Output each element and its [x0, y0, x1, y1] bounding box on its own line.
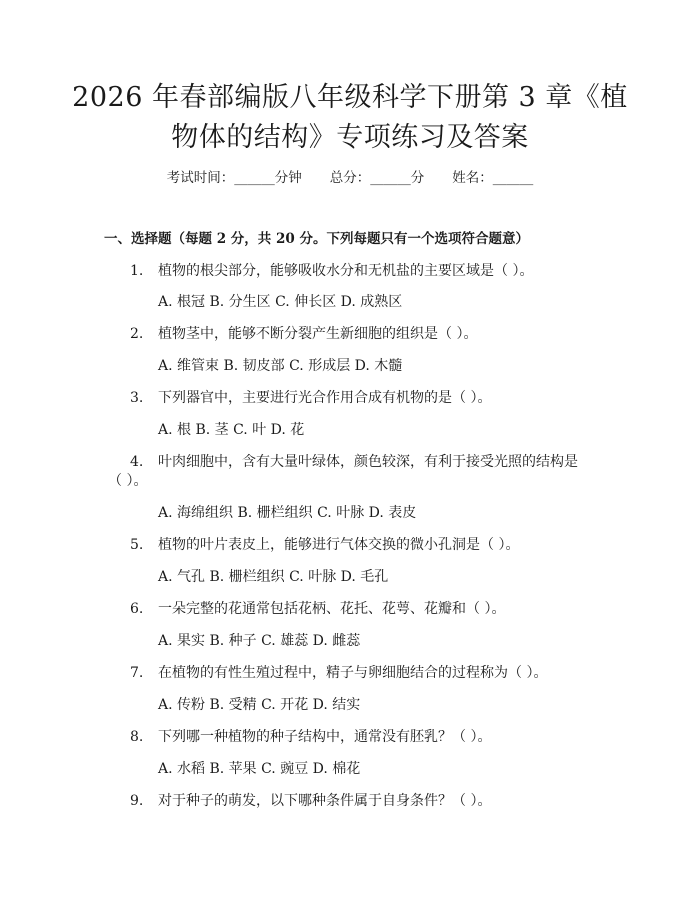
question-text: 对于种子的萌发，以下哪种条件属于自身条件？（ ）。	[158, 793, 492, 809]
question-text: 植物的根尖部分，能够吸收水分和无机盐的主要区域是（ ）。	[158, 263, 534, 279]
question-number: 7.	[130, 665, 144, 681]
question-number: 3.	[130, 390, 144, 406]
question-1	[130, 262, 533, 280]
exam-time-field: 考试时间：______分钟	[166, 170, 302, 186]
question-text: 下列哪一种植物的种子结构中，通常没有胚乳？（ ）。	[158, 729, 492, 745]
question-text: 下列器官中，主要进行光合作用合成有机物的是（ ）。	[158, 390, 492, 406]
question-6	[130, 600, 505, 618]
question-text: 植物茎中，能够不断分裂产生新细胞的组织是（ ）。	[158, 326, 478, 342]
question-9	[130, 792, 491, 810]
question-text: 叶肉细胞中，含有大量叶绿体，颜色较深，有利于接受光照的结构是	[158, 454, 578, 470]
question-7	[130, 664, 547, 682]
question-8	[130, 728, 491, 746]
title-line-2: 物体的结构》专项练习及答案	[171, 122, 529, 153]
student-name-field: 姓名：______	[452, 170, 534, 186]
question-4	[130, 453, 578, 471]
question-3	[130, 389, 491, 407]
question-number: 5.	[130, 537, 144, 553]
question-2	[130, 325, 477, 343]
question-text: 在植物的有性生殖过程中，精子与卵细胞结合的过程称为（ ）。	[158, 665, 548, 681]
question-number: 6.	[130, 601, 144, 617]
question-7-options: A. 传粉 B. 受精 C. 开花 D. 结实	[158, 697, 361, 713]
document-title	[60, 78, 640, 158]
question-1-options: A. 根冠 B. 分生区 C. 伸长区 D. 成熟区	[158, 294, 403, 310]
exam-info	[0, 169, 700, 187]
total-score-field: 总分：______分	[329, 170, 425, 186]
question-text: 一朵完整的花通常包括花柄、花托、花萼、花瓣和（ ）。	[158, 601, 506, 617]
question-4-continuation: （ ）。	[108, 473, 148, 489]
question-4-options: A. 海绵组织 B. 栅栏组织 C. 叶脉 D. 表皮	[158, 505, 417, 521]
question-number: 4.	[130, 454, 144, 470]
question-text: 植物的叶片表皮上，能够进行气体交换的微小孔洞是（ ）。	[158, 537, 520, 553]
question-number: 9.	[130, 793, 144, 809]
question-8-options: A. 水稻 B. 苹果 C. 豌豆 D. 棉花	[158, 761, 361, 777]
question-5	[130, 536, 519, 554]
question-number: 2.	[130, 326, 144, 342]
question-number: 1.	[130, 263, 144, 279]
title-line-1: 2026 年春部编版八年级科学下册第 3 章《植	[72, 82, 628, 113]
question-number: 8.	[130, 729, 144, 745]
question-3-options: A. 根 B. 茎 C. 叶 D. 花	[158, 422, 305, 438]
question-5-options: A. 气孔 B. 栅栏组织 C. 叶脉 D. 毛孔	[158, 569, 389, 585]
question-6-options: A. 果实 B. 种子 C. 雄蕊 D. 雌蕊	[158, 633, 361, 649]
question-2-options: A. 维管束 B. 韧皮部 C. 形成层 D. 木髓	[158, 358, 403, 374]
section-heading: 一、选择题（每题 2 分，共 20 分。下列每题只有一个选项符合题意）	[104, 231, 529, 247]
